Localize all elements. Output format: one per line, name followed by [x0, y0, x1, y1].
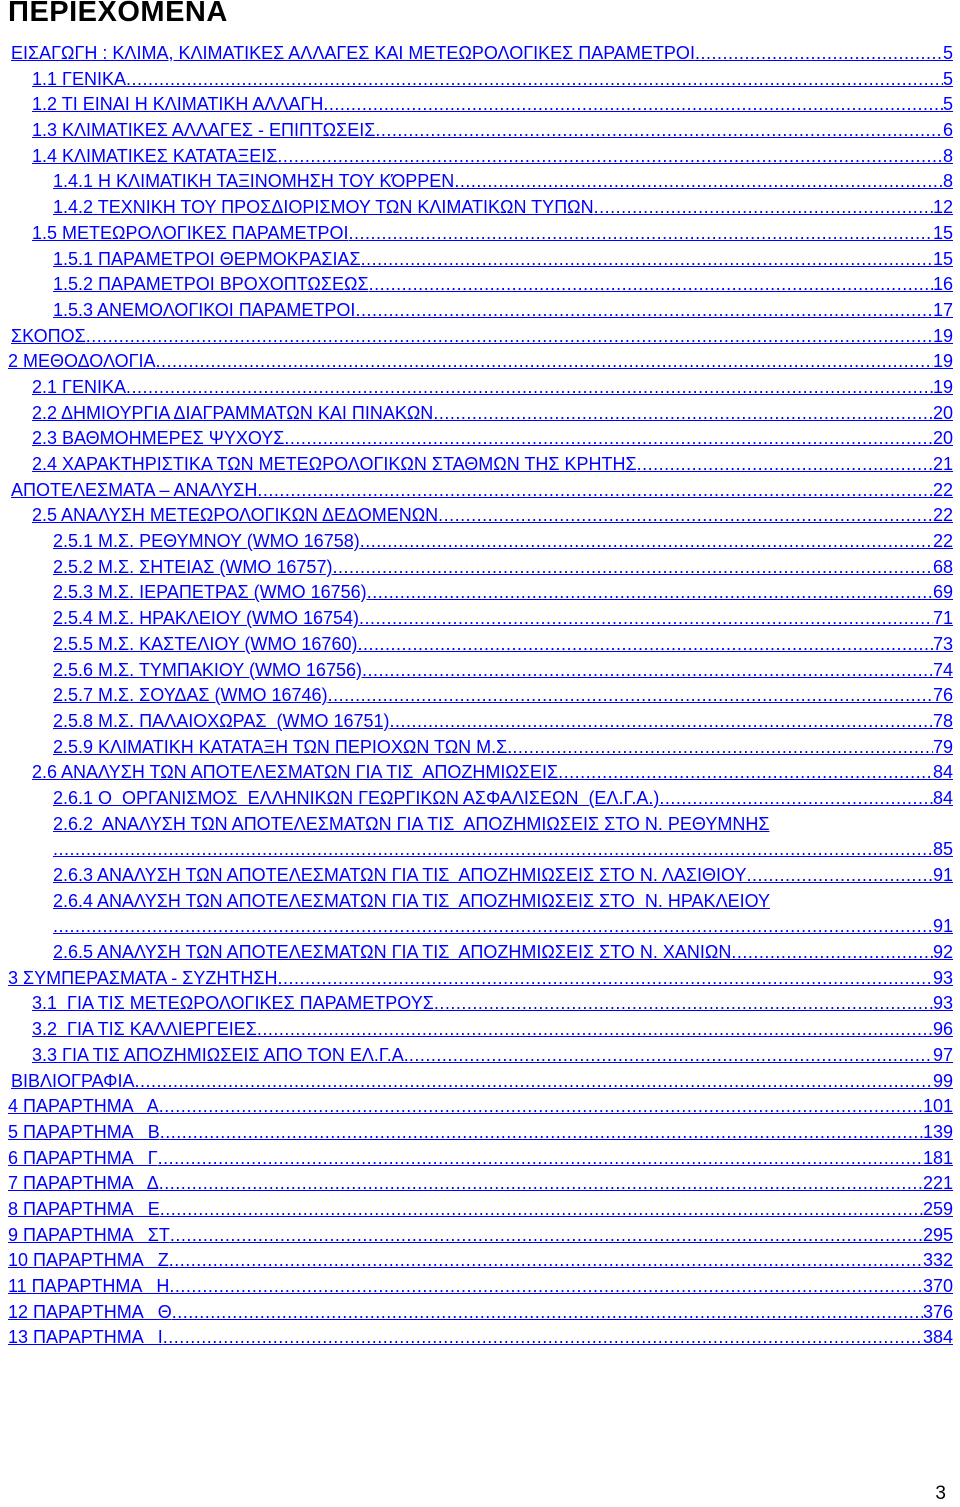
- toc-entry[interactable]: [0, 1248, 960, 1274]
- toc-entry-label: 1.3 ΚΛΙΜΑΤΙΚΕΣ ΑΛΛΑΓΕΣ - ΕΠΙΠΤΩΣΕΙΣ: [32, 120, 376, 141]
- toc-entry-link[interactable]: [8, 1120, 953, 1146]
- toc-entry-page: 16: [932, 274, 953, 295]
- toc-entry-link[interactable]: [32, 401, 953, 427]
- toc-entry-link[interactable]: [53, 940, 953, 966]
- toc-entry-page: 22: [932, 531, 953, 552]
- toc-entry-label: 2.3 ΒΑΘΜΟΗΜΕΡΕΣ ΨΥΧΟΥΣ: [32, 428, 285, 449]
- toc-leader-dots: [277, 144, 943, 170]
- toc-entry-page: 12: [932, 197, 953, 218]
- toc-entry-page: 69: [932, 582, 953, 603]
- toc-entry-link[interactable]: [11, 1069, 953, 1095]
- toc-entry-label: 3.2 ΓΙΑ ΤΙΣ ΚΑΛΛΙΕΡΓΕΙΕΣ: [32, 1019, 257, 1040]
- toc-entry[interactable]: [0, 1094, 960, 1120]
- toc-leader-dots: [323, 92, 943, 118]
- toc-entry-page: 19: [932, 351, 953, 372]
- toc-entry-link[interactable]: [8, 1197, 953, 1223]
- toc-entry-page: 19: [932, 376, 953, 397]
- toc-entry-label: 2.4 ΧΑΡΑΚΤΗΡΙΣΤΙΚΑ ΤΩΝ ΜΕΤΕΩΡΟΛΟΓΙΚΩΝ ΣΤΑΘΜΩΝ ΤΗΣ ΚΡΗΤΗΣ: [32, 454, 637, 474]
- toc-entry[interactable]: [0, 1223, 960, 1249]
- toc-entry-label: 1.5.3 ΑΝΕΜΟΛΟΓΙΚΟΙ ΠΑΡΑΜΕΤΡΟΙ: [53, 299, 356, 320]
- toc-leader-dots: [454, 169, 943, 195]
- toc-entry-label: 13 ΠΑΡΑΡΤΗΜΑ Ι: [8, 1327, 163, 1348]
- toc-entry-label: 2 ΜΕΘΟΔΟΛΟΓΙΑ: [8, 351, 156, 372]
- toc-entry-link[interactable]: [8, 1274, 953, 1300]
- toc-leader-dots: [169, 1274, 923, 1300]
- toc-entry[interactable]: [0, 272, 960, 298]
- toc-entry-label: 2.5.4 Μ.Σ. ΗΡΑΚΛΕΙΟΥ (WMO 16754): [53, 608, 359, 629]
- toc-entry[interactable]: [0, 1171, 960, 1197]
- toc-entry-link[interactable]: [53, 837, 953, 863]
- toc-entry[interactable]: [0, 169, 960, 195]
- toc-entry[interactable]: [0, 1120, 960, 1146]
- toc-entry-link[interactable]: [32, 1017, 953, 1043]
- toc-entry-label: 2.5.2 Μ.Σ. ΣΗΤΕΙΑΣ (WMO 16757): [53, 556, 333, 577]
- toc-entry-page: 8: [942, 171, 953, 192]
- toc-entry-link[interactable]: [53, 529, 953, 555]
- toc-entry-page: 259: [922, 1198, 953, 1219]
- toc-leader-dots: [160, 1197, 923, 1223]
- toc-entry-page: 20: [932, 428, 953, 449]
- toc-entry-page: 17: [932, 299, 953, 320]
- toc-entry-label: 2.5 ΑΝΑΛΥΣΗ ΜΕΤΕΩΡΟΛΟΓΙΚΩΝ ΔΕΔΟΜΕΝΩΝ: [32, 505, 439, 526]
- toc-entry-label: ΣΚΟΠΟΣ: [11, 325, 86, 346]
- toc-entry-label: 2.5.8 Μ.Σ. ΠΑΛΑΙΟΧΩΡΑΣ (WMO 16751): [53, 710, 390, 731]
- toc-entry-label: ΕΙΣΑΓΩΓΗ : ΚΛΙΜΑ, ΚΛΙΜΑΤΙΚΕΣ ΑΛΛΑΓΕΣ ΚΑΙ ΜΕΤΕΩΡΟΛΟΓΙΚΕΣ ΠΑΡΑΜΕΤΡΟΙ: [11, 43, 695, 63]
- toc-leader-dots: [328, 683, 933, 709]
- toc-leader-dots: [159, 1094, 923, 1120]
- toc-entry-link[interactable]: [11, 41, 953, 67]
- toc-entry-link[interactable]: [32, 144, 953, 170]
- toc-entry[interactable]: [0, 786, 960, 812]
- toc-entry-page: 15: [932, 222, 953, 243]
- toc-entry-label: 2.6.3 ΑΝΑΛΥΣΗ ΤΩΝ ΑΠΟΤΕΛΕΣΜΑΤΩΝ ΓΙΑ ΤΙΣ ΑΠΟΖΗΜΙΩΣΕΙΣ ΣΤΟ Ν. ΛΑΣΙΘΙΟΥ: [53, 865, 747, 885]
- table-of-contents: [0, 41, 960, 1351]
- toc-leader-dots: [434, 991, 933, 1017]
- toc-entry[interactable]: [0, 555, 960, 581]
- toc-leader-dots: [159, 1171, 923, 1197]
- toc-leader-dots: [558, 760, 933, 786]
- toc-entry-label: 10 ΠΑΡΑΡΤΗΜΑ Ζ: [8, 1250, 169, 1271]
- toc-entry[interactable]: [0, 529, 960, 555]
- toc-leader-dots: [156, 349, 933, 375]
- toc-entry[interactable]: [0, 144, 960, 170]
- toc-leader-dots: [360, 529, 933, 555]
- toc-leader-dots: [163, 1325, 923, 1351]
- toc-entry-label: 1.2 ΤΙ ΕΙΝΑΙ Η ΚΛΙΜΑΤΙΚΗ ΑΛΛΑΓΗ: [32, 94, 324, 115]
- toc-entry-label: 2.5.6 Μ.Σ. ΤΥΜΠΑΚΙΟΥ (WMO 16756): [53, 659, 362, 680]
- toc-entry-page: 96: [932, 1019, 953, 1040]
- toc-entry-label: 1.4.1 Η ΚΛΙΜΑΤΙΚΗ ΤΑΞΙΝΟΜΗΣΗ ΤΟΥ ΚΌΡΡΕΝ: [53, 171, 455, 192]
- toc-entry-label: 2.5.9 ΚΛΙΜΑΤΙΚΗ ΚΑΤΑΤΑΞΗ ΤΩΝ ΠΕΡΙΟΧΩΝ ΤΩΝ Μ.Σ.: [53, 736, 513, 757]
- toc-entry-link[interactable]: [53, 580, 953, 606]
- toc-entry[interactable]: [0, 452, 960, 478]
- toc-entry-link[interactable]: [53, 863, 953, 889]
- toc-entry-page: 384: [922, 1327, 953, 1348]
- toc-leader-dots: [369, 272, 933, 298]
- toc-leader-dots: [367, 580, 933, 606]
- toc-leader-dots: [357, 632, 933, 658]
- toc-entry[interactable]: [0, 889, 960, 915]
- toc-entry-page: 71: [932, 608, 953, 629]
- toc-entry[interactable]: [0, 1043, 960, 1069]
- toc-entry-label: 5 ΠΑΡΑΡΤΗΜΑ Β: [8, 1121, 160, 1142]
- toc-entry-page: 370: [922, 1276, 953, 1296]
- toc-entry-page: 74: [932, 659, 953, 680]
- toc-entry[interactable]: [0, 991, 960, 1017]
- toc-leader-dots: [134, 1069, 932, 1095]
- toc-entry-page: 22: [932, 505, 953, 526]
- toc-entry-page: 5: [942, 43, 953, 63]
- toc-leader-dots: [284, 426, 933, 452]
- toc-entry-page: 376: [922, 1301, 953, 1322]
- toc-entry[interactable]: [0, 221, 960, 247]
- toc-entry[interactable]: [0, 478, 960, 504]
- toc-entry-label: 2.5.1 Μ.Σ. ΡΕΘΥΜΝΟΥ (WMO 16758): [53, 531, 360, 552]
- toc-leader-dots: [158, 1146, 923, 1172]
- toc-entry-link[interactable]: [32, 375, 953, 401]
- toc-entry-page: 15: [932, 248, 953, 269]
- toc-entry[interactable]: [0, 709, 960, 735]
- toc-entry-page: 20: [932, 402, 953, 423]
- toc-entry-label: 2.5.3 Μ.Σ. ΙΕΡΑΠΕΤΡΑΣ (WMO 16756): [53, 582, 367, 603]
- toc-leader-dots: [355, 298, 933, 324]
- toc-entry-label: 2.6.2 ΑΝΑΛΥΣΗ ΤΩΝ ΑΠΟΤΕΛΕΣΜΑΤΩΝ ΓΙΑ ΤΙΣ ΑΠΟΖΗΜΙΩΣΕΙΣ ΣΤΟ Ν. ΡΕΘΥΜΝΗΣ: [53, 813, 770, 834]
- toc-entry-label: 1.1 ΓΕΝΙΚΑ: [32, 68, 126, 89]
- toc-entry-link[interactable]: [53, 632, 953, 658]
- toc-entry-page: 93: [932, 967, 953, 988]
- toc-entry-link[interactable]: [11, 324, 953, 350]
- toc-leader-dots: [169, 1248, 923, 1274]
- toc-entry[interactable]: [0, 966, 960, 992]
- toc-leader-dots: [257, 1017, 933, 1043]
- toc-entry[interactable]: [0, 349, 960, 375]
- toc-entry-label: 2.6.1 Ο ΟΡΓΑΝΙΣΜΟΣ ΕΛΛΗΝΙΚΩΝ ΓΕΩΡΓΙΚΩΝ ΑΣΦΑΛΙΣΕΩΝ (ΕΛ.Γ.Α.): [53, 787, 660, 808]
- toc-entry-label: 2.5.5 Μ.Σ. ΚΑΣΤΕΛΙΟΥ (WMO 16760): [53, 633, 358, 654]
- toc-entry-link[interactable]: [8, 1171, 953, 1197]
- toc-entry-page: 22: [932, 479, 953, 500]
- toc-leader-dots: [433, 401, 933, 427]
- toc-entry-page: 97: [932, 1044, 953, 1065]
- toc-entry-page: 68: [932, 556, 953, 577]
- toc-entry-label: 1.4.2 ΤΕΧΝΙΚΗ ΤΟΥ ΠΡΟΣΔΙΟΡΙΣΜΟΥ ΤΩΝ ΚΛΙΜΑΤΙΚΩΝ ΤΥΠΩΝ: [53, 197, 594, 218]
- toc-entry[interactable]: [0, 67, 960, 93]
- toc-entry[interactable]: [0, 863, 960, 889]
- toc-entry[interactable]: [0, 658, 960, 684]
- toc-entry[interactable]: [0, 1069, 960, 1095]
- toc-entry[interactable]: [0, 1325, 960, 1351]
- toc-leader-dots: [512, 735, 933, 761]
- toc-leader-dots: [53, 837, 933, 863]
- toc-entry-page: 84: [932, 762, 953, 783]
- toc-entry-label: 8 ΠΑΡΑΡΤΗΜΑ Ε: [8, 1198, 160, 1219]
- toc-leader-dots: [257, 478, 933, 504]
- toc-entry-link[interactable]: [32, 991, 953, 1017]
- toc-entry[interactable]: [0, 632, 960, 658]
- toc-entry-link[interactable]: [53, 195, 953, 221]
- toc-entry-link[interactable]: [53, 272, 953, 298]
- toc-entry-link[interactable]: [53, 169, 953, 195]
- toc-leader-dots: [126, 67, 943, 93]
- toc-entry-label: 2.1 ΓΕΝΙΚΑ: [32, 376, 126, 397]
- toc-entry-label: 11 ΠΑΡΑΡΤΗΜΑ Η: [8, 1276, 170, 1296]
- toc-leader-dots: [695, 41, 943, 67]
- toc-leader-dots: [594, 195, 933, 221]
- toc-entry-link[interactable]: [53, 786, 953, 812]
- toc-entry[interactable]: [0, 1017, 960, 1043]
- toc-entry-link[interactable]: [8, 1325, 953, 1351]
- toc-entry-page: 5: [942, 94, 953, 115]
- toc-entry[interactable]: [0, 760, 960, 786]
- toc-entry-link[interactable]: [53, 555, 953, 581]
- toc-entry-label: 6 ΠΑΡΑΡΤΗΜΑ Γ: [8, 1147, 158, 1168]
- toc-entry-link[interactable]: [32, 221, 953, 247]
- toc-entry[interactable]: [0, 1274, 960, 1300]
- toc-leader-dots: [746, 863, 932, 889]
- toc-entry[interactable]: [0, 580, 960, 606]
- toc-entry-link[interactable]: [8, 349, 953, 375]
- toc-entry-label: 2.2 ΔΗΜΙΟΥΡΓΙΑ ΔΙΑΓΡΑΜΜΑΤΩΝ ΚΑΙ ΠΙΝΑΚΩΝ: [32, 402, 434, 423]
- toc-leader-dots: [409, 1043, 933, 1069]
- toc-leader-dots: [160, 1120, 923, 1146]
- toc-entry[interactable]: [0, 118, 960, 144]
- toc-entry-link[interactable]: [32, 760, 953, 786]
- toc-entry-label: 3.3 ΓΙΑ ΤΙΣ ΑΠΟΖΗΜΙΩΣΕΙΣ ΑΠΟ ΤΟΝ ΕΛ.Γ.Α.: [32, 1044, 409, 1065]
- toc-entry[interactable]: [0, 606, 960, 632]
- toc-entry-link[interactable]: [32, 67, 953, 93]
- toc-entry-page: 6: [942, 120, 953, 141]
- toc-entry-page: 19: [932, 325, 953, 346]
- toc-entry-page: 78: [932, 710, 953, 731]
- toc-entry-page: 21: [932, 454, 953, 474]
- toc-entry[interactable]: [0, 1197, 960, 1223]
- toc-entry-page: 8: [942, 145, 953, 166]
- toc-leader-dots: [361, 247, 933, 273]
- toc-entry-link[interactable]: [8, 1300, 953, 1326]
- toc-entry[interactable]: [0, 812, 960, 838]
- toc-entry-label: 1.5.1 ΠΑΡΑΜΕΤΡΟΙ ΘΕΡΜΟΚΡΑΣΙΑΣ: [53, 248, 361, 269]
- toc-entry-link[interactable]: [53, 812, 953, 838]
- toc-entry-page: 139: [922, 1121, 953, 1142]
- toc-entry[interactable]: [0, 324, 960, 350]
- toc-leader-dots: [332, 555, 933, 581]
- toc-leader-dots: [349, 221, 933, 247]
- toc-entry-link[interactable]: [11, 478, 953, 504]
- toc-entry-link[interactable]: [32, 503, 953, 529]
- toc-entry-page: 91: [932, 865, 953, 885]
- toc-entry[interactable]: [0, 426, 960, 452]
- toc-entry[interactable]: [0, 195, 960, 221]
- toc-entry-label: 2.5.7 Μ.Σ. ΣΟΥΔΑΣ (WMO 16746): [53, 685, 328, 706]
- toc-entry-label: ΒΙΒΛΙΟΓΡΑΦΙΑ: [11, 1070, 135, 1091]
- toc-entry-link[interactable]: [53, 683, 953, 709]
- toc-entry-link[interactable]: [53, 606, 953, 632]
- toc-entry-link[interactable]: [32, 1043, 953, 1069]
- toc-entry-page: 99: [932, 1070, 953, 1091]
- toc-entry-page: 85: [932, 839, 953, 860]
- toc-leader-dots: [278, 966, 933, 992]
- toc-entry-link[interactable]: [53, 889, 953, 915]
- toc-entry-page: 5: [942, 68, 953, 89]
- toc-entry[interactable]: [0, 401, 960, 427]
- toc-entry-page: 79: [932, 736, 953, 757]
- toc-entry-page: 221: [922, 1173, 953, 1194]
- toc-leader-dots: [375, 118, 943, 144]
- toc-leader-dots: [86, 324, 933, 350]
- toc-leader-dots: [53, 914, 933, 940]
- toc-entry-label: 7 ΠΑΡΑΡΤΗΜΑ Δ: [8, 1173, 159, 1194]
- toc-entry-label: 9 ΠΑΡΑΡΤΗΜΑ ΣΤ: [8, 1224, 170, 1245]
- toc-entry-link[interactable]: [53, 914, 953, 940]
- toc-entry-label: 2.6.5 ΑΝΑΛΥΣΗ ΤΩΝ ΑΠΟΤΕΛΕΣΜΑΤΩΝ ΓΙΑ ΤΙΣ ΑΠΟΖΗΜΙΩΣΕΙΣ ΣΤΟ Ν. ΧΑΝΙΩΝ: [53, 942, 732, 963]
- toc-entry[interactable]: [0, 914, 960, 940]
- toc-entry[interactable]: [0, 247, 960, 273]
- page-number: 3: [935, 1483, 946, 1504]
- toc-entry[interactable]: [0, 375, 960, 401]
- toc-entry[interactable]: [0, 837, 960, 863]
- toc-entry[interactable]: [0, 735, 960, 761]
- toc-entry-label: 1.5.2 ΠΑΡΑΜΕΤΡΟΙ ΒΡΟΧΟΠΤΩΣΕΩΣ: [53, 274, 369, 295]
- toc-leader-dots: [170, 1223, 923, 1249]
- toc-entry-page: 76: [932, 685, 953, 706]
- toc-leader-dots: [362, 658, 933, 684]
- toc-entry-link[interactable]: [32, 452, 953, 478]
- toc-leader-dots: [172, 1300, 923, 1326]
- toc-entry-label: ΑΠΟΤΕΛΕΣΜΑΤΑ – ΑΝΑΛΥΣΗ: [11, 479, 258, 500]
- toc-entry[interactable]: [0, 298, 960, 324]
- toc-entry-page: 295: [922, 1224, 953, 1245]
- toc-leader-dots: [659, 786, 933, 812]
- toc-entry[interactable]: [0, 1300, 960, 1326]
- toc-entry-label: 4 ΠΑΡΑΡΤΗΜΑ Α: [8, 1096, 159, 1117]
- toc-entry-label: 12 ΠΑΡΑΡΤΗΜΑ Θ: [8, 1301, 172, 1322]
- toc-entry[interactable]: [0, 503, 960, 529]
- toc-entry-link[interactable]: [32, 426, 953, 452]
- toc-entry-label: 1.4 ΚΛΙΜΑΤΙΚΕΣ ΚΑΤΑΤΑΞΕΙΣ: [32, 145, 278, 166]
- toc-entry-link[interactable]: [53, 247, 953, 273]
- toc-entry[interactable]: [0, 683, 960, 709]
- toc-entry-link[interactable]: [8, 1223, 953, 1249]
- toc-entry-label: 2.6.4 ΑΝΑΛΥΣΗ ΤΩΝ ΑΠΟΤΕΛΕΣΜΑΤΩΝ ΓΙΑ ΤΙΣ ΑΠΟΖΗΜΙΩΣΕΙΣ ΣΤΟ Ν. ΗΡΑΚΛΕΙΟΥ: [53, 890, 771, 911]
- toc-entry-link[interactable]: [8, 1146, 953, 1172]
- toc-leader-dots: [359, 606, 933, 632]
- toc-entry-link[interactable]: [53, 298, 953, 324]
- toc-entry[interactable]: [0, 940, 960, 966]
- toc-entry[interactable]: [0, 1146, 960, 1172]
- toc-entry-link[interactable]: [53, 709, 953, 735]
- toc-entry-link[interactable]: [8, 966, 953, 992]
- toc-entry[interactable]: [0, 92, 960, 118]
- toc-leader-dots: [637, 452, 933, 478]
- toc-entry-link[interactable]: [8, 1248, 953, 1274]
- toc-entry-link[interactable]: [53, 735, 953, 761]
- toc-entry[interactable]: [0, 41, 960, 67]
- toc-entry-page: 91: [932, 916, 953, 937]
- toc-entry-page: 73: [932, 633, 953, 654]
- toc-entry-link[interactable]: [32, 118, 953, 144]
- toc-entry-label: 3.1 ΓΙΑ ΤΙΣ ΜΕΤΕΩΡΟΛΟΓΙΚΕΣ ΠΑΡΑΜΕΤΡΟΥΣ: [32, 993, 434, 1014]
- toc-entry-page: 181: [922, 1147, 953, 1168]
- toc-leader-dots: [438, 503, 933, 529]
- toc-entry-page: 101: [922, 1096, 953, 1117]
- toc-entry-label: 3 ΣΥΜΠΕΡΑΣΜΑΤΑ - ΣΥΖΗΤΗΣΗ: [8, 967, 278, 988]
- toc-entry-page: 93: [932, 993, 953, 1014]
- page-title: ΠΕΡΙΕΧΟΜΕΝΑ: [8, 0, 228, 28]
- toc-leader-dots: [731, 940, 933, 966]
- toc-entry-link[interactable]: [8, 1094, 953, 1120]
- toc-entry-page: 332: [922, 1250, 953, 1271]
- toc-leader-dots: [390, 709, 933, 735]
- toc-entry-page: 92: [932, 942, 953, 963]
- toc-entry-label: 2.6 ΑΝΑΛΥΣΗ ΤΩΝ ΑΠΟΤΕΛΕΣΜΑΤΩΝ ΓΙΑ ΤΙΣ ΑΠΟΖΗΜΙΩΣΕΙΣ: [32, 762, 559, 783]
- toc-leader-dots: [126, 375, 933, 401]
- toc-entry-link[interactable]: [32, 92, 953, 118]
- toc-entry-page: 84: [932, 787, 953, 808]
- toc-entry-label: 1.5 ΜΕΤΕΩΡΟΛΟΓΙΚΕΣ ΠΑΡΑΜΕΤΡΟΙ: [32, 222, 349, 243]
- toc-entry-link[interactable]: [53, 658, 953, 684]
